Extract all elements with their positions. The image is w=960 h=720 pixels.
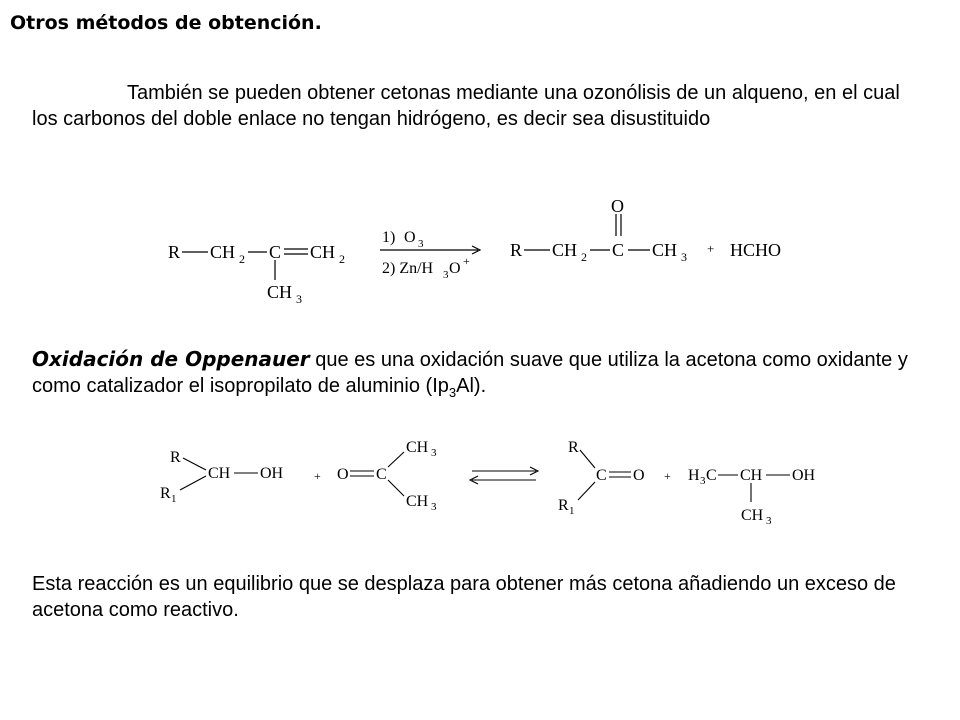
acetone-oxygen: O: [337, 466, 349, 483]
h3c-subscript: 3: [700, 475, 706, 487]
ozone-subscript: 3: [418, 238, 424, 250]
ch2-group-label: CH: [552, 240, 578, 260]
carbonyl-carbon: C: [596, 467, 607, 484]
step1-label: 1): [382, 229, 396, 246]
r-group: R: [168, 242, 181, 262]
r1-subscript: 1: [171, 493, 177, 505]
oppenauer-term: Oxidación de Oppenauer: [32, 347, 310, 371]
plus-sign: +: [314, 469, 321, 483]
r1-subscript: 1: [569, 505, 575, 517]
ch2-subscript: 2: [239, 252, 245, 266]
hydroxyl-group: OH: [260, 465, 284, 482]
paragraph-ozonolysis: [32, 80, 912, 132]
carbonyl-carbon: C: [612, 240, 625, 260]
r-group: R: [510, 240, 523, 260]
paragraph-oppenauer: [32, 346, 932, 406]
methyl-group-label: CH: [406, 439, 429, 456]
methyl-group-label: CH: [406, 493, 429, 510]
bond: [388, 480, 404, 496]
ozone-label: O: [404, 229, 416, 246]
methyl-group-label: CH: [741, 507, 764, 524]
page-title: Otros métodos de obtención.: [10, 12, 322, 34]
ip3-subscript: 3: [448, 385, 457, 400]
oppenauer-text-b: Al).: [456, 375, 487, 397]
bond: [580, 450, 595, 468]
bond: [578, 482, 595, 500]
carbonyl-oxygen: O: [611, 196, 624, 216]
r-group: R: [568, 439, 579, 456]
methine-group: CH: [208, 465, 231, 482]
methyl-group-label: CH: [267, 282, 293, 302]
h3o-charge: +: [463, 254, 470, 268]
r1-group: R: [160, 485, 171, 502]
h3o-subscript: 3: [443, 269, 449, 281]
ch2-group-label: CH: [210, 242, 236, 262]
plus-sign: +: [707, 241, 715, 256]
acetone-carbon: C: [376, 466, 387, 483]
methyl-group-label: CH: [652, 240, 678, 260]
methyl-subscript: 3: [431, 501, 437, 513]
ch2-group-label: CH: [310, 242, 336, 262]
oppenauer-reaction: [150, 430, 870, 530]
ch2-subscript: 2: [339, 252, 345, 266]
bond: [388, 452, 404, 467]
bond: [180, 476, 206, 490]
r-group: R: [170, 449, 181, 466]
plus-sign: +: [664, 469, 671, 483]
r1-group: R: [558, 497, 569, 514]
h3c-hydrogen: H: [688, 467, 700, 484]
carbonyl-oxygen: O: [633, 467, 645, 484]
paragraph-equilibrium: Esta reacción es un equilibrio que se desplaza para obtener más cetona añadiendo un exceso de acetona como reactivo.: [32, 573, 896, 621]
h3o-oxygen: O: [449, 260, 461, 277]
methyl-subscript: 3: [296, 292, 302, 306]
h3c-carbon: C: [706, 467, 717, 484]
methyl-subscript: 3: [681, 250, 687, 264]
methyl-subscript: 3: [431, 447, 437, 459]
carbon-atom: C: [269, 242, 282, 262]
formaldehyde: HCHO: [730, 240, 782, 260]
methyl-subscript: 3: [766, 515, 772, 527]
ozonolysis-reaction: [160, 190, 820, 310]
bond: [183, 458, 206, 470]
hydroxyl-group: OH: [792, 467, 816, 484]
oppenauer-text-a: que es una oxidación suave que utiliza la acetona como oxidante y como catalizador el isopropilato de aluminio (Ip: [32, 349, 908, 397]
step2-label: 2) Zn/H: [382, 260, 434, 277]
ch2-subscript: 2: [581, 250, 587, 264]
paragraph-ozonolysis-text: También se pueden obtener cetonas mediante una ozonólisis de un alqueno, en el cual los carbonos del doble enlace no tengan hidrógeno, es decir sea disustituido: [32, 82, 900, 130]
methine-group: CH: [740, 467, 763, 484]
